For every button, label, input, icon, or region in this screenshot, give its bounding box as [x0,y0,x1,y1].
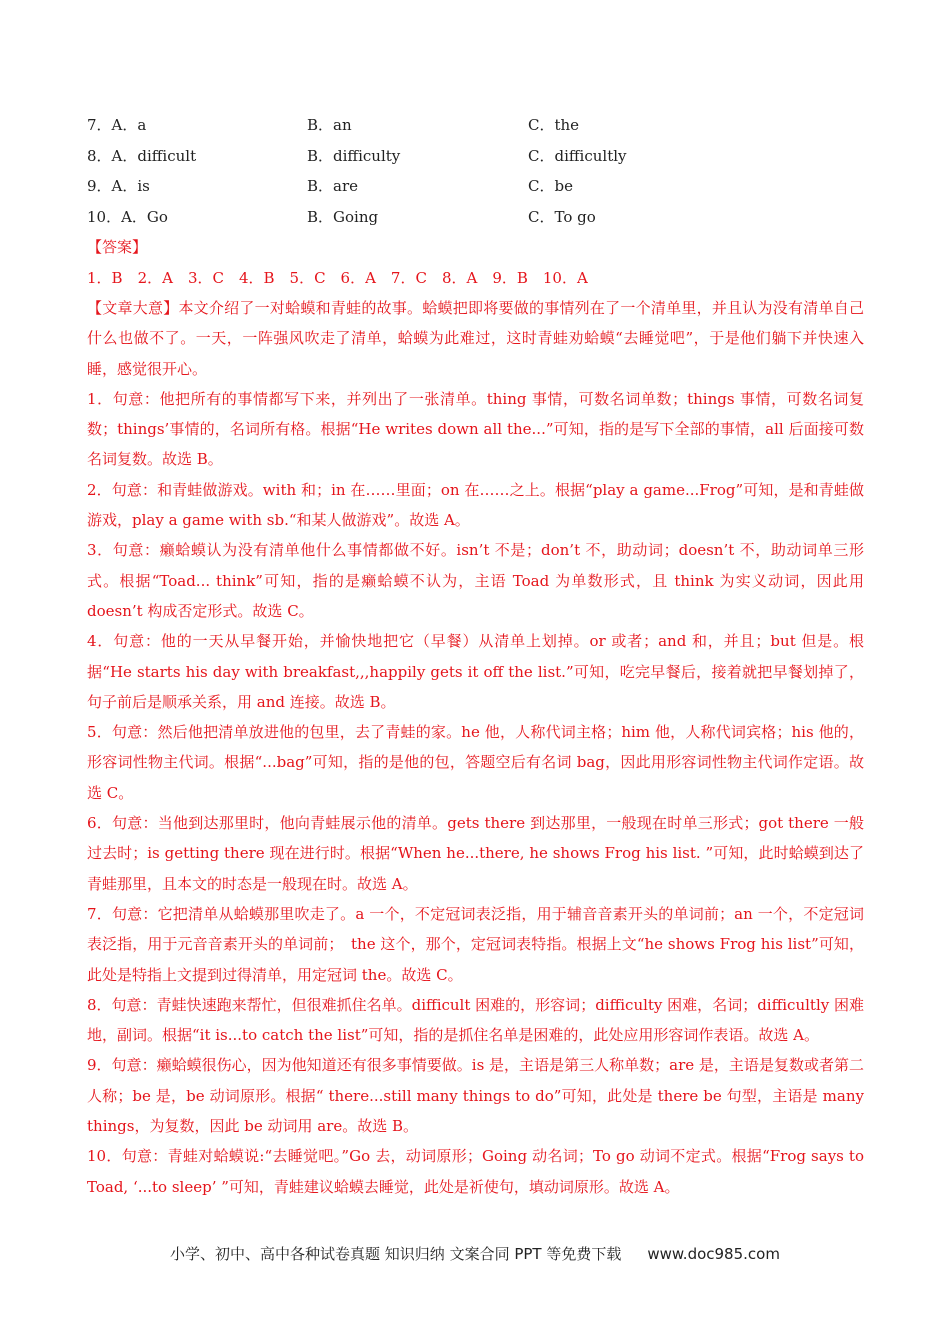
question-number: 8． [87,146,112,165]
explanation-8: 8．句意：青蛙快速跑来帮忙，但很难抓住名单。difficult 困难的，形容词；difficulty 困难，名词；difficultly 困难地，副词。根据“it is...to catch the list”可知，指的是抓住名单是困难的，此处应用形容词作表语。故选 A。 [87,995,864,1045]
explanation-6: 6．句意：当他到达那里时，他向青蛙展示他的清单。gets there 到达那里，一般现在时单三形式；got there 一般过去时；is getting there 现在进行时。根据“When he...there, he shows Frog his list. ”可知，此时蛤蟆到达了青蛙那里，且本文的时态是一般现在时。故选 A。 [87,814,864,893]
explanation-2: 2．句意：和青蛙做游戏。with 和；in 在……里面；on 在……之上。根据“play a game...Frog”可知，是和青蛙做游戏，play a game with sb.“和某人做游戏”。故选 A。 [87,480,864,530]
summary-paragraph: 【文章大意】本文介绍了一对蛤蟆和青蛙的故事。蛤蟆把即将要做的事情列在了一个清单里，并且认为没有清单自己什么也做不了。一天，一阵强风吹走了清单，蛤蟆为此难过，这时青蛙劝蛤蟆“去睡觉吧”，于是他们躺下并快速入睡，感觉很开心。 [87,299,864,378]
option-a [87,110,307,141]
option-a-text: A．a [111,116,147,134]
option-c: C．the [528,116,580,134]
option-b: B．Going [307,207,379,226]
explanation-5: 5．句意：然后他把清单放进他的包里，去了青蛙的家。he 他，人称代词主格；him 他，人称代词宾格；his 他的，形容词性物主代词。根据“...bag”可知，指的是他的包，答题空后有名词 bag，因此用形容词性物主代词作定语。故选 C。 [87,723,864,802]
option-b: B．an [307,116,352,134]
question-number: 10． [87,207,122,226]
option-c: C．difficultly [528,146,627,165]
explanation-4: 4．句意：他的一天从早餐开始，并愉快地把它（早餐）从清单上划掉。or 或者；and 和，并且；but 但是。根据“He starts his day with breakfast,,,happily gets it off the list.”可知，吃完早餐后，接着就把早餐划掉了，句子前后是顺承关系，用 and 连接。故选 B。 [87,632,864,711]
option-a [87,141,307,172]
question-number: 7． [87,116,112,134]
footer-link[interactable]: www.doc985.com [647,1245,780,1263]
option-row-10 [87,202,864,233]
option-c: C．To go [528,207,596,226]
answer-heading: 【答案】 [87,238,148,256]
option-b: B．difficulty [307,146,401,165]
footer-text: 小学、初中、高中各种试卷真题 知识归纳 文案合同 PPT 等免费下载 [170,1245,622,1263]
option-a-text: A．Go [121,207,168,226]
option-row-9 [87,171,864,202]
explanation-9: 9．句意：癞蛤蟆很伤心，因为他知道还有很多事情要做。is 是，主语是第三人称单数；are 是，主语是复数或者第二人称；be 是，be 动词原形。根据“ there...still many things to do”可知，此处是 there be 句型，主语是 many things，为复数，因此 be 动词用 are。故选 B。 [87,1056,864,1136]
explanation-1: 1．句意：他把所有的事情都写下来，并列出了一张清单。thing 事情，可数名词单数；things 事情，可数名词复数；things’事情的，名词所有格。根据“He writes down all the...”可知，指的是写下全部的事情，all 后面接可数名词复数。故选 B。 [87,389,864,469]
option-a [87,171,307,202]
option-a-text: A．is [111,177,150,195]
explanation-3: 3．句意：癞蛤蟆认为没有清单他什么事情都做不好。isn’t 不是；don’t 不，助动词；doesn’t 不，助动词单三形式。根据“Toad... think”可知，指的是癞蛤蟆不认为，主语 Toad 为单数形式，且 think 为实义动词，因此用 doesn’t 构成否定形式。故选 C。 [87,541,864,620]
page-footer [0,1243,950,1264]
question-number: 9． [87,177,112,195]
document-content [87,110,864,1202]
option-row-7 [87,110,864,141]
option-c: C．be [528,177,573,195]
explanation-10: 10．句意：青蛙对蛤蟆说:“去睡觉吧。”Go 去，动词原形；Going 动名词；To go 动词不定式。根据“Frog says to Toad, ‘...to sleep’ ”可知，青蛙建议蛤蟆去睡觉，此处是祈使句，填动词原形。故选 A。 [87,1147,864,1196]
answer-keys: 1．B 2．A 3．C 4．B 5．C 6．A 7．C 8．A 9．B 10．A [87,268,588,287]
explanation-7: 7．句意：它把清单从蛤蟆那里吹走了。a 一个，不定冠词表泛指，用于辅音音素开头的单词前；an 一个，不定冠词表泛指，用于元音音素开头的单词前； the 这个，那个，定冠词表特指。根据上文“he shows Frog his list”可知，此处是特指上文提到过得清单，用定冠词 the。故选 C。 [87,904,864,984]
option-a [87,202,307,233]
option-a-text: A．difficult [111,146,197,165]
option-b: B．are [307,177,359,195]
option-row-8 [87,141,864,172]
